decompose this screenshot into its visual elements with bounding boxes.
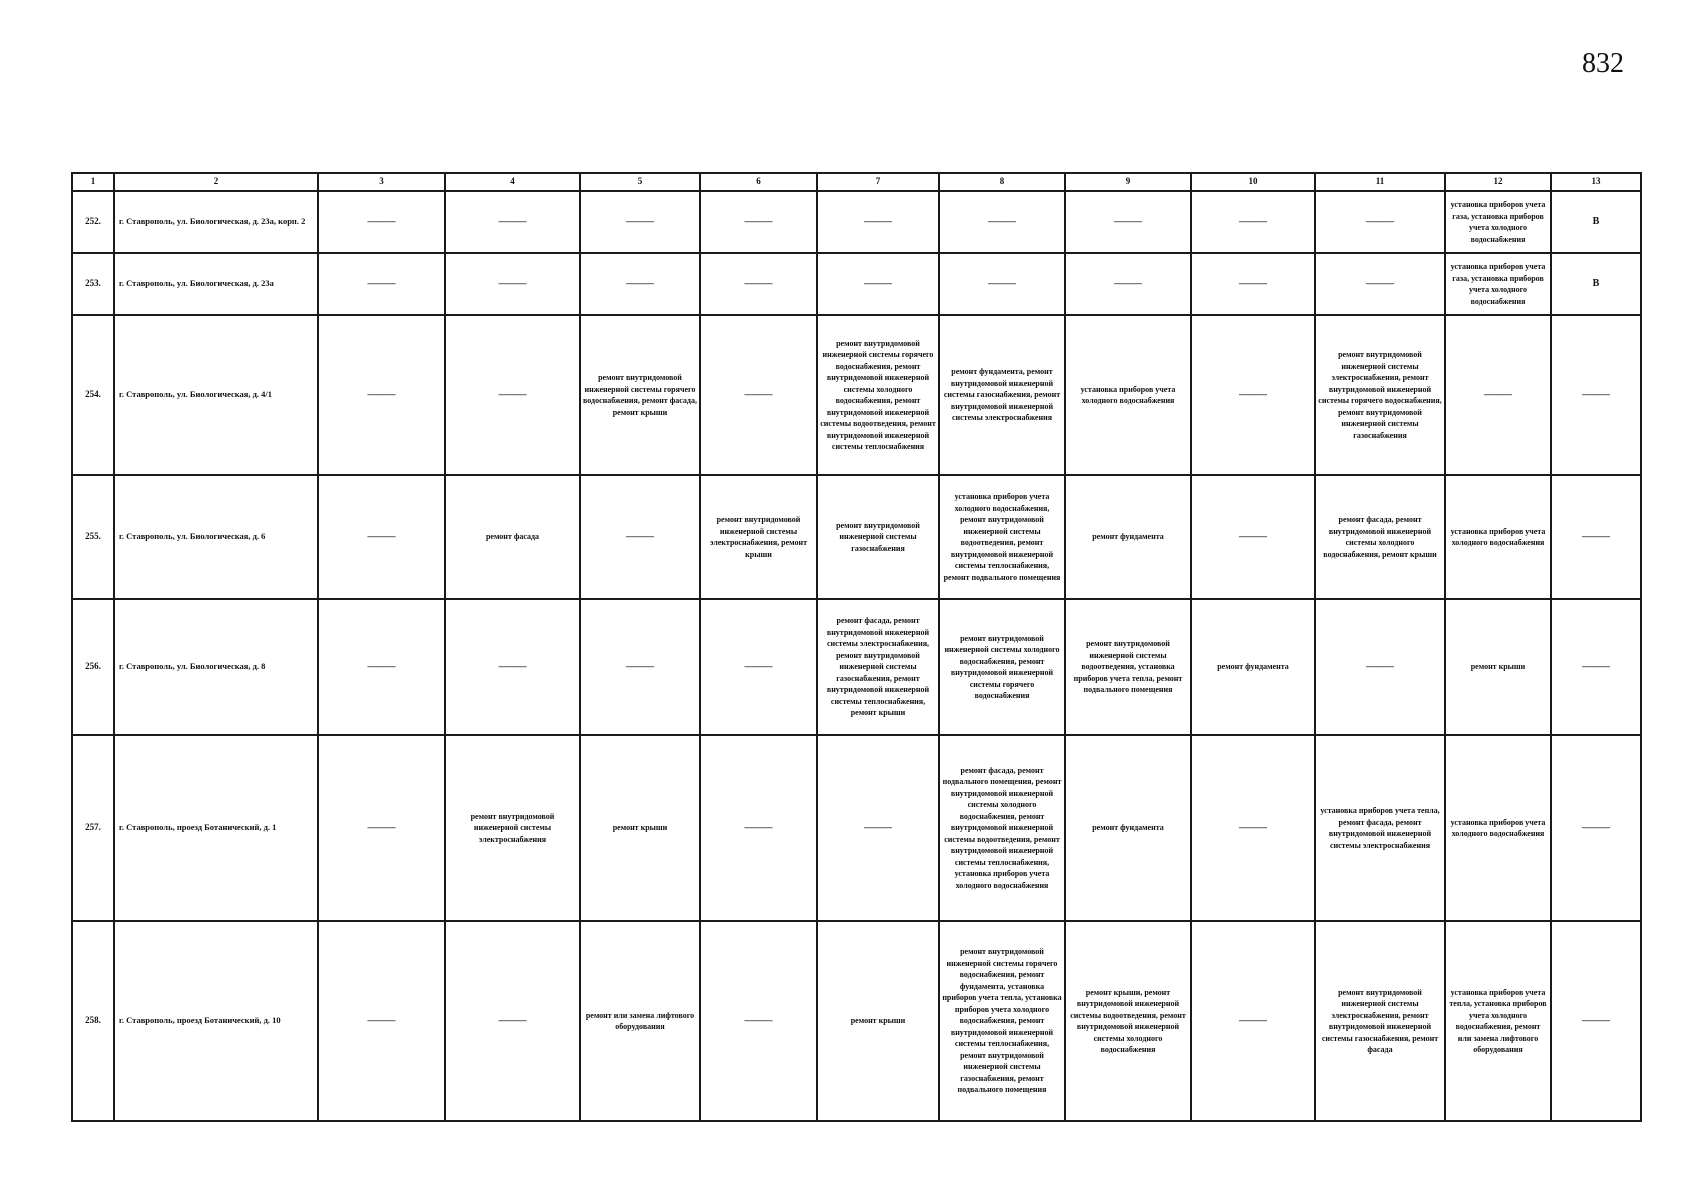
- column-8-cell: ——: [939, 253, 1065, 315]
- column-12-cell: установка приборов учета холодного водоснабжения: [1445, 735, 1551, 921]
- column-12-cell: ремонт крыши: [1445, 599, 1551, 735]
- column-12-cell: установка приборов учета тепла, установка приборов учета холодного водоснабжения, ремонт или замена лифтового оборудования: [1445, 921, 1551, 1121]
- column-6-cell: ——: [700, 735, 817, 921]
- column-11-cell: ремонт фасада, ремонт внутридомовой инженерной системы холодного водоснабжения, ремонт крыши: [1315, 475, 1445, 599]
- row-number-cell: 253.: [72, 253, 114, 315]
- column-5-cell: ремонт крыши: [580, 735, 700, 921]
- column-10-cell: ——: [1191, 253, 1315, 315]
- column-4-cell: ——: [445, 315, 580, 475]
- row-number-cell: 252.: [72, 191, 114, 253]
- page-number: 832: [1582, 48, 1624, 79]
- column-7-cell: ремонт крыши: [817, 921, 939, 1121]
- row-number-cell: 257.: [72, 735, 114, 921]
- column-4-cell: ——: [445, 253, 580, 315]
- column-5-cell: ремонт внутридомовой инженерной системы горячего водоснабжения, ремонт фасада, ремонт крыши: [580, 315, 700, 475]
- column-12-cell: установка приборов учета газа, установка приборов учета холодного водоснабжения: [1445, 253, 1551, 315]
- column-5-cell: ремонт или замена лифтового оборудования: [580, 921, 700, 1121]
- column-12-cell: установка приборов учета газа, установка приборов учета холодного водоснабжения: [1445, 191, 1551, 253]
- address-cell: г. Ставрополь, ул. Биологическая, д. 4/1: [114, 315, 318, 475]
- address-cell: г. Ставрополь, ул. Биологическая, д. 6: [114, 475, 318, 599]
- column-5-cell: ——: [580, 191, 700, 253]
- column-9-cell: установка приборов учета холодного водоснабжения: [1065, 315, 1191, 475]
- column-header-13: 13: [1551, 173, 1641, 191]
- column-8-cell: ремонт внутридомовой инженерной системы холодного водоснабжения, ремонт внутридомовой инженерной системы горячего водоснабжения: [939, 599, 1065, 735]
- row-number-cell: 254.: [72, 315, 114, 475]
- column-9-cell: ремонт внутридомовой инженерной системы водоотведения, установка приборов учета тепла, ремонт подвального помещения: [1065, 599, 1191, 735]
- column-3-cell: ——: [318, 921, 445, 1121]
- column-8-cell: ремонт внутридомовой инженерной системы горячего водоснабжения, ремонт фундамента, установка приборов учета тепла, установка приборов учета холодного водоснабжения, ремонт внутридомовой инженерной системы теплоснабжения, ремонт внутридомовой инженерной системы газоснабжения, ремонт подвального помещения: [939, 921, 1065, 1121]
- column-7-cell: ремонт фасада, ремонт внутридомовой инженерной системы электроснабжения, ремонт внутридомовой инженерной системы газоснабжения, ремонт внутридомовой инженерной системы теплоснабжения, ремонт крыши: [817, 599, 939, 735]
- table-row: [72, 735, 1641, 921]
- column-header-6: 6: [700, 173, 817, 191]
- column-6-cell: ——: [700, 599, 817, 735]
- column-13-cell: ——: [1551, 599, 1641, 735]
- column-9-cell: ——: [1065, 191, 1191, 253]
- column-8-cell: ремонт фундамента, ремонт внутридомовой инженерной системы газоснабжения, ремонт внутридомовой инженерной системы электроснабжения: [939, 315, 1065, 475]
- column-13-cell: ——: [1551, 315, 1641, 475]
- column-11-cell: ремонт внутридомовой инженерной системы электроснабжения, ремонт внутридомовой инженерной системы горячего водоснабжения, ремонт внутридомовой инженерной системы газоснабжения: [1315, 315, 1445, 475]
- column-8-cell: ремонт фасада, ремонт подвального помещения, ремонт внутридомовой инженерной системы холодного водоснабжения, ремонт внутридомовой инженерной системы водоотведения, ремонт внутридомовой инженерной системы теплоснабжения, установка приборов учета холодного водоснабжения: [939, 735, 1065, 921]
- column-8-cell: ——: [939, 191, 1065, 253]
- column-9-cell: ремонт фундамента: [1065, 475, 1191, 599]
- column-10-cell: ——: [1191, 475, 1315, 599]
- column-header-8: 8: [939, 173, 1065, 191]
- table-row: [72, 475, 1641, 599]
- column-3-cell: ——: [318, 315, 445, 475]
- column-13-cell: В: [1551, 253, 1641, 315]
- column-12-cell: установка приборов учета холодного водоснабжения: [1445, 475, 1551, 599]
- column-header-7: 7: [817, 173, 939, 191]
- column-4-cell: ——: [445, 191, 580, 253]
- column-3-cell: ——: [318, 599, 445, 735]
- column-13-cell: ——: [1551, 475, 1641, 599]
- table-row: [72, 599, 1641, 735]
- column-header-row: [72, 173, 1641, 191]
- table-row: [72, 921, 1641, 1121]
- column-6-cell: ремонт внутридомовой инженерной системы электроснабжения, ремонт крыши: [700, 475, 817, 599]
- column-12-cell: ——: [1445, 315, 1551, 475]
- column-header-12: 12: [1445, 173, 1551, 191]
- column-header-9: 9: [1065, 173, 1191, 191]
- column-4-cell: ——: [445, 921, 580, 1121]
- column-9-cell: ——: [1065, 253, 1191, 315]
- column-13-cell: ——: [1551, 735, 1641, 921]
- column-6-cell: ——: [700, 253, 817, 315]
- column-10-cell: ——: [1191, 921, 1315, 1121]
- column-7-cell: ——: [817, 191, 939, 253]
- column-11-cell: установка приборов учета тепла, ремонт фасада, ремонт внутридомовой инженерной системы электроснабжения: [1315, 735, 1445, 921]
- column-4-cell: ремонт внутридомовой инженерной системы электроснабжения: [445, 735, 580, 921]
- column-6-cell: ——: [700, 191, 817, 253]
- column-9-cell: ремонт крыши, ремонт внутридомовой инженерной системы водоотведения, ремонт внутридомовой инженерной системы холодного водоснабжения: [1065, 921, 1191, 1121]
- column-10-cell: ——: [1191, 735, 1315, 921]
- column-10-cell: ——: [1191, 315, 1315, 475]
- row-number-cell: 256.: [72, 599, 114, 735]
- column-3-cell: ——: [318, 191, 445, 253]
- row-number-cell: 258.: [72, 921, 114, 1121]
- column-header-1: 1: [72, 173, 114, 191]
- column-header-11: 11: [1315, 173, 1445, 191]
- table-row: [72, 315, 1641, 475]
- row-number-cell: 255.: [72, 475, 114, 599]
- column-11-cell: ——: [1315, 253, 1445, 315]
- column-7-cell: ремонт внутридомовой инженерной системы газоснабжения: [817, 475, 939, 599]
- column-3-cell: ——: [318, 475, 445, 599]
- column-5-cell: ——: [580, 253, 700, 315]
- column-7-cell: ——: [817, 735, 939, 921]
- column-header-3: 3: [318, 173, 445, 191]
- address-cell: г. Ставрополь, проезд Ботанический, д. 10: [114, 921, 318, 1121]
- column-11-cell: ремонт внутридомовой инженерной системы электроснабжения, ремонт внутридомовой инженерной системы газоснабжения, ремонт фасада: [1315, 921, 1445, 1121]
- column-header-4: 4: [445, 173, 580, 191]
- address-cell: г. Ставрополь, ул. Биологическая, д. 8: [114, 599, 318, 735]
- table-row: [72, 253, 1641, 315]
- column-6-cell: ——: [700, 315, 817, 475]
- address-cell: г. Ставрополь, ул. Биологическая, д. 23а, корп. 2: [114, 191, 318, 253]
- column-4-cell: ——: [445, 599, 580, 735]
- column-header-10: 10: [1191, 173, 1315, 191]
- column-11-cell: ——: [1315, 191, 1445, 253]
- column-7-cell: ——: [817, 253, 939, 315]
- column-3-cell: ——: [318, 735, 445, 921]
- column-6-cell: ——: [700, 921, 817, 1121]
- repair-schedule-table: [71, 172, 1642, 1122]
- address-cell: г. Ставрополь, ул. Биологическая, д. 23а: [114, 253, 318, 315]
- column-13-cell: ——: [1551, 921, 1641, 1121]
- column-header-5: 5: [580, 173, 700, 191]
- column-header-2: 2: [114, 173, 318, 191]
- column-8-cell: установка приборов учета холодного водоснабжения, ремонт внутридомовой инженерной системы водоотведения, ремонт внутридомовой инженерной системы теплоснабжения, ремонт подвального помещения: [939, 475, 1065, 599]
- column-5-cell: ——: [580, 475, 700, 599]
- column-4-cell: ремонт фасада: [445, 475, 580, 599]
- column-9-cell: ремонт фундамента: [1065, 735, 1191, 921]
- column-7-cell: ремонт внутридомовой инженерной системы горячего водоснабжения, ремонт внутридомовой инженерной системы холодного водоснабжения, ремонт внутридомовой инженерной системы водоотведения, ремонт внутридомовой инженерной системы теплоснабжения: [817, 315, 939, 475]
- column-5-cell: ——: [580, 599, 700, 735]
- column-13-cell: В: [1551, 191, 1641, 253]
- column-10-cell: ——: [1191, 191, 1315, 253]
- table-row: [72, 191, 1641, 253]
- column-3-cell: ——: [318, 253, 445, 315]
- column-10-cell: ремонт фундамента: [1191, 599, 1315, 735]
- address-cell: г. Ставрополь, проезд Ботанический, д. 1: [114, 735, 318, 921]
- column-11-cell: ——: [1315, 599, 1445, 735]
